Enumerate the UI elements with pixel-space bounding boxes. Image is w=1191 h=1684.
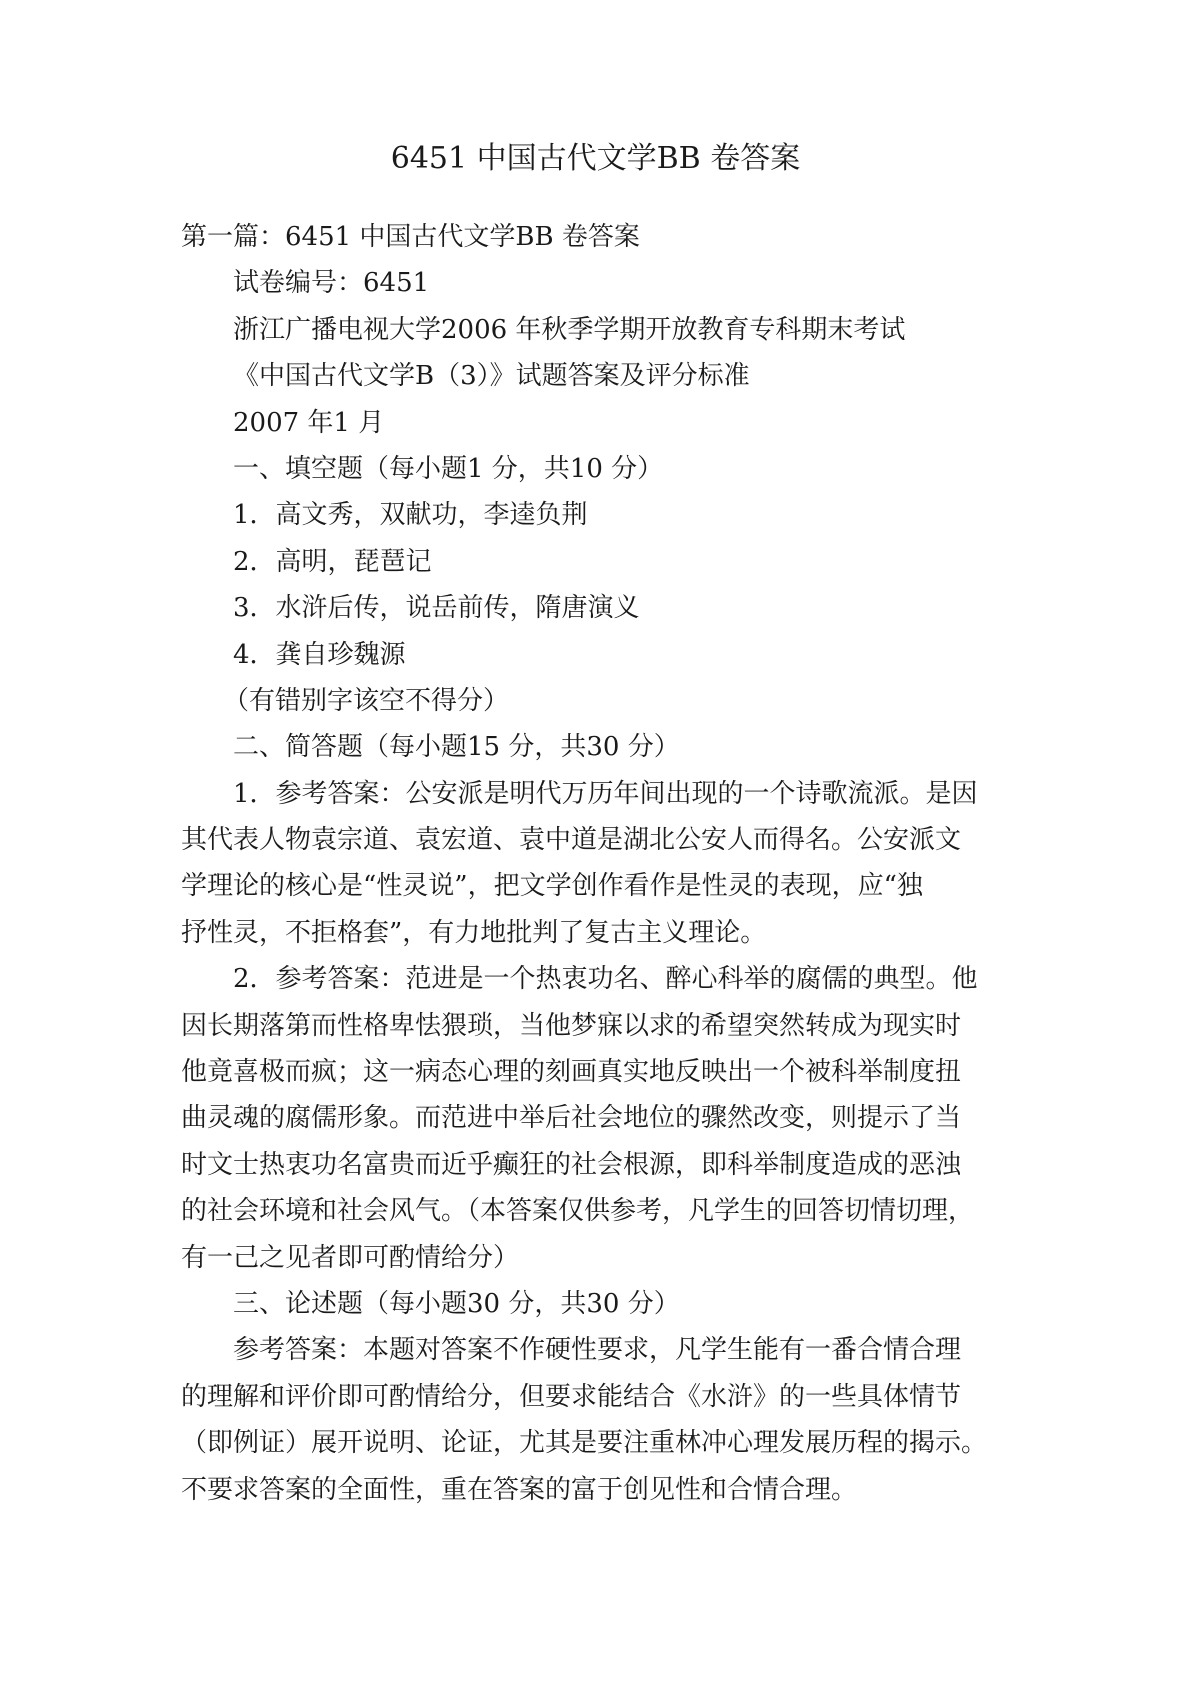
exam-institution: 浙江广播电视大学2006 年秋季学期开放教育专科期末考试 [233, 314, 906, 345]
section-heading: 第一篇：6451 中国古代文学BB 卷答案 [181, 222, 640, 252]
short-answer-2-line: 的社会环境和社会风气。（本答案仅供参考，凡学生的回答切情切理， [181, 1196, 975, 1227]
short-answer-2-line: 曲灵魂的腐儒形象。而范进中举后社会地位的骤然改变，则提示了当 [181, 1103, 962, 1134]
essay-answer-line: （即例证）展开说明、论证，尤其是要注重林冲心理发展历程的揭示。 [181, 1428, 988, 1459]
essay-answer-line: 不要求答案的全面性，重在答案的富于创见性和合情合理。 [181, 1474, 858, 1505]
short-answer-2-line: 因长期落第而性格卑怯猥琐，当他梦寐以求的希望突然转成为现实时 [181, 1010, 962, 1041]
part-two-heading: 二、简答题（每小题15 分，共30 分） [233, 732, 680, 763]
essay-answer-line: 的理解和评价即可酌情给分，但要求能结合《水浒》的一些具体情节 [181, 1381, 962, 1412]
fill-note: （有错别字该空不得分） [223, 685, 510, 716]
short-answer-2-line: 2．参考答案：范进是一个热衷功名、醉心科举的腐儒的典型。他 [233, 964, 978, 995]
exam-number: 试卷编号：6451 [233, 268, 430, 299]
short-answer-1-line: 其代表人物袁宗道、袁宏道、袁中道是湖北公安人而得名。公安派文 [181, 825, 962, 856]
fill-answer-3: 3．水浒后传，说岳前传，隋唐演义 [233, 593, 640, 624]
short-answer-1-line: 1．参考答案：公安派是明代万历年间出现的一个诗歌流派。是因 [233, 778, 978, 809]
short-answer-1-line: 抒性灵，不拒格套”，有力地批判了复古主义理论。 [181, 917, 767, 948]
part-one-heading: 一、填空题（每小题1 分，共10 分） [233, 453, 664, 484]
short-answer-1-line: 学理论的核心是“性灵说”，把文学创作看作是性灵的表现，应“独 [181, 871, 923, 902]
fill-answer-1: 1．高文秀，双献功，李逵负荆 [233, 500, 588, 531]
document-title: 6451 中国古代文学BB 卷答案 [390, 141, 801, 176]
fill-answer-4: 4．龚自珍魏源 [233, 639, 406, 670]
short-answer-2-line: 他竟喜极而疯；这一病态心理的刻画真实地反映出一个被科举制度扭 [181, 1057, 962, 1088]
short-answer-2-line: 时文士热衷功名富贵而近乎癫狂的社会根源，即科举制度造成的恶浊 [181, 1149, 962, 1180]
exam-subject: 《中国古代文学B（3）》试题答案及评分标准 [233, 361, 750, 392]
fill-answer-2: 2．高明，琵琶记 [233, 546, 432, 577]
short-answer-2-line: 有一己之见者即可酌情给分） [181, 1242, 520, 1273]
document-body [181, 214, 1031, 1513]
exam-date: 2007 年1 月 [233, 407, 385, 438]
essay-answer-line: 参考答案：本题对答案不作硬性要求，凡学生能有一番合情合理 [233, 1335, 962, 1366]
part-three-heading: 三、论述题（每小题30 分，共30 分） [233, 1288, 680, 1319]
